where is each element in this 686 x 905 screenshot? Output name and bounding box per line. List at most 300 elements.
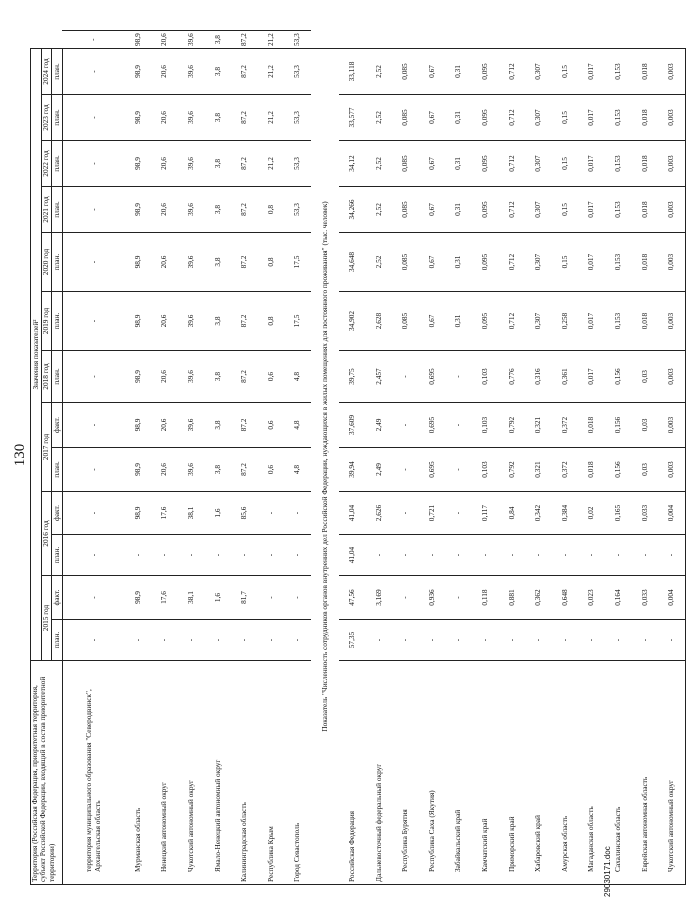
value-cell: 39,6 [178,403,205,448]
value-cell: - [62,448,125,492]
table-row [366,31,393,885]
plan-header: план. [52,233,63,292]
value-cell: 0,085 [392,95,419,141]
year-header: 2022 год [41,141,52,187]
value-cell: 0,84 [499,492,526,535]
value-cell: 0,316 [525,351,552,403]
value-cell: - [631,620,658,661]
territory-header: Территория (Российская Федерация, приоритетная территория, субъект Российской Федерации, входящий в состав приоритетной территории) [31,661,63,885]
value-cell: 39,6 [178,233,205,292]
value-cell: - [499,620,526,661]
value-cell: - [445,403,472,448]
table-row [205,31,232,885]
value-cell: 2,49 [366,448,393,492]
value-cell: 38,1 [178,492,205,535]
value-cell: 98,9 [125,351,152,403]
value-cell: - [62,49,125,95]
value-cell: 39,6 [178,49,205,95]
row-territory-name: Забайкальский край [445,661,472,885]
value-cell: 0,004 [658,492,685,535]
value-cell: 0,164 [605,576,632,620]
value-cell: 0,153 [605,95,632,141]
value-cell: - [62,403,125,448]
value-cell: 0,02 [578,492,605,535]
value-cell: 38,1 [178,576,205,620]
value-cell: 0,017 [578,187,605,233]
fact-header: факт. [52,576,63,620]
value-cell: 0,6 [258,351,285,403]
row-territory-name: Российская Федерация [339,661,366,885]
value-cell: 39,94 [339,448,366,492]
year-header: 2020 год [41,233,52,292]
value-cell: 0,153 [605,141,632,187]
value-cell: 0,003 [658,187,685,233]
value-cell: - [62,233,125,292]
value-cell: 0,003 [658,233,685,292]
value-cell: 87,2 [231,403,258,448]
value-cell: 98,9 [125,141,152,187]
value-cell: 20,6 [151,49,178,95]
value-cell: 0,165 [605,492,632,535]
value-cell: 0,307 [525,233,552,292]
value-cell: 0,017 [578,233,605,292]
row-territory-name: Мурманская область [125,661,152,885]
value-cell: - [392,403,419,448]
row-territory-name: Хабаровский край [525,661,552,885]
value-cell: - [445,492,472,535]
row-territory-name: Сахалинская область [605,661,632,885]
value-cell: 87,2 [231,187,258,233]
table-row [419,31,446,885]
value-cell: 34,266 [339,187,366,233]
value-cell: - [258,576,285,620]
value-cell: 0,307 [525,141,552,187]
value-cell: 0,307 [525,292,552,351]
value-cell: 0,085 [392,187,419,233]
value-cell: 0,003 [658,49,685,95]
value-cell: 3,8 [205,292,232,351]
value-cell: 98,9 [125,31,152,49]
table-row [284,31,311,885]
value-cell: 3,8 [205,448,232,492]
value-cell: 20,6 [151,31,178,49]
plan-header: план. [52,351,63,403]
value-cell: 0,712 [499,187,526,233]
value-cell: 0,003 [658,292,685,351]
value-cell: 1,6 [205,576,232,620]
value-cell: - [392,535,419,576]
value-cell: 0,017 [578,292,605,351]
value-cell: - [552,620,579,661]
value-cell: 0,321 [525,448,552,492]
value-cell: 0,153 [605,49,632,95]
value-cell: - [62,576,125,620]
row-territory-name: Амурская область [552,661,579,885]
row-territory-name: Ненецкий автономный округ [151,661,178,885]
value-cell: 21,2 [258,141,285,187]
value-cell: 0,67 [419,49,446,95]
value-cell: 87,2 [231,448,258,492]
value-cell: 17,6 [151,492,178,535]
value-cell: 0,033 [631,576,658,620]
value-cell: 87,2 [231,95,258,141]
value-cell: 0,15 [552,49,579,95]
value-cell: - [62,31,125,49]
value-cell: 2,626 [366,492,393,535]
value-cell: 53,3 [284,49,311,95]
value-cell: 87,2 [231,351,258,403]
value-cell: 0,721 [419,492,446,535]
value-cell: 98,9 [125,448,152,492]
value-cell: - [445,448,472,492]
row-territory-name: Республика Бурятия [392,661,419,885]
value-cell: 3,8 [205,351,232,403]
value-cell: 98,9 [125,49,152,95]
table-row [605,31,632,885]
table-row [62,31,125,885]
value-cell: 57,35 [339,620,366,661]
value-cell: 53,3 [284,31,311,49]
value-cell: - [231,535,258,576]
value-cell: - [231,620,258,661]
value-cell: - [62,535,125,576]
value-cell: 0,018 [578,403,605,448]
value-cell: 0,67 [419,292,446,351]
value-cell: 39,6 [178,31,205,49]
value-cell: 0,8 [258,292,285,351]
value-cell: 33,577 [339,95,366,141]
value-cell: 34,12 [339,141,366,187]
value-cell: 0,648 [552,576,579,620]
value-cell: 98,9 [125,233,152,292]
value-cell: 98,9 [125,95,152,141]
value-cell: 0,003 [658,351,685,403]
value-cell: - [205,620,232,661]
table-row [525,31,552,885]
value-cell: - [578,620,605,661]
value-cell: 0,003 [658,95,685,141]
value-cell: 87,2 [231,31,258,49]
table-row [552,31,579,885]
values-header: Значения показателей² [31,49,42,661]
value-cell: 3,169 [366,576,393,620]
plan-header: план. [52,620,63,661]
value-cell: 0,712 [499,49,526,95]
value-cell: 0,776 [499,351,526,403]
value-cell: 20,6 [151,448,178,492]
fact-header: факт. [52,403,63,448]
value-cell: 0,307 [525,49,552,95]
value-cell: - [392,576,419,620]
value-cell: 0,153 [605,187,632,233]
value-cell: 41,04 [339,535,366,576]
row-territory-name: Республика Крым [258,661,285,885]
plan-header: план. [52,535,63,576]
value-cell: 0,15 [552,141,579,187]
value-cell: 0,004 [658,576,685,620]
year-header: 2021 год [41,187,52,233]
value-cell: 0,712 [499,292,526,351]
value-cell: 20,6 [151,187,178,233]
value-cell: 0,103 [472,448,499,492]
value-cell: 98,9 [125,292,152,351]
value-cell: - [258,492,285,535]
value-cell: 98,9 [125,576,152,620]
value-cell: 0,792 [499,448,526,492]
value-cell: 2,457 [366,351,393,403]
row-territory-name: Республика Саха (Якутия) [419,661,446,885]
table-row [445,31,472,885]
value-cell: 3,8 [205,187,232,233]
value-cell: 0,67 [419,187,446,233]
value-cell: - [419,535,446,576]
value-cell: 0,156 [605,403,632,448]
value-cell: - [151,535,178,576]
page-number: 130 [12,443,28,467]
value-cell: 0,15 [552,187,579,233]
table-row [178,31,205,885]
value-cell: 0,15 [552,95,579,141]
value-cell: 39,75 [339,351,366,403]
value-cell: - [284,492,311,535]
plan-header: план. [52,49,63,95]
value-cell: 0,31 [445,233,472,292]
value-cell: 0,31 [445,292,472,351]
value-cell: 0,095 [472,187,499,233]
value-cell: 0,095 [472,233,499,292]
table-row [151,31,178,885]
value-cell: 3,8 [205,49,232,95]
row-territory-name: Ямало-Ненецкий автономный округ [205,661,232,885]
value-cell: 34,902 [339,292,366,351]
value-cell: - [499,535,526,576]
value-cell: 0,03 [631,403,658,448]
header-row-1 [31,31,42,885]
value-cell: 2,52 [366,95,393,141]
value-cell: - [445,620,472,661]
value-cell: 0,153 [605,292,632,351]
value-cell: 0,085 [392,292,419,351]
value-cell: - [578,535,605,576]
value-cell: 0,307 [525,95,552,141]
value-cell: - [472,620,499,661]
value-cell: - [445,535,472,576]
value-cell: 17,5 [284,233,311,292]
value-cell: - [178,535,205,576]
value-cell: 0,095 [472,95,499,141]
value-cell: 87,2 [231,141,258,187]
value-cell: 20,6 [151,233,178,292]
value-cell: 0,018 [631,95,658,141]
value-cell: 0,67 [419,233,446,292]
plan-header: план. [52,448,63,492]
value-cell: 87,2 [231,233,258,292]
value-cell: 53,3 [284,141,311,187]
value-cell: 85,6 [231,492,258,535]
value-cell: 0,117 [472,492,499,535]
value-cell: - [178,620,205,661]
value-cell: - [284,620,311,661]
value-cell: 39,6 [178,141,205,187]
value-cell: 20,6 [151,141,178,187]
value-cell: - [552,535,579,576]
value-cell: 0,695 [419,448,446,492]
section-title: Показатель "Численность сотрудников органов внутренних дел Российской Федерации, нуждающихся в жилых помещениях для постоянного проживания" (тыс. человек) [311,49,339,885]
value-cell: 39,6 [178,292,205,351]
value-cell: 0,003 [658,448,685,492]
row-territory-name: Еврейская автономная область [631,661,658,885]
value-cell: 0,018 [578,448,605,492]
value-cell: 0,095 [472,49,499,95]
plan-header: план. [52,95,63,141]
value-cell: 0,095 [472,292,499,351]
value-cell: 2,628 [366,292,393,351]
value-cell: 3,8 [205,31,232,49]
value-cell: 0,085 [392,233,419,292]
value-cell: 0,103 [472,351,499,403]
value-cell: 0,018 [631,49,658,95]
value-cell: 4,8 [284,448,311,492]
value-cell: 0,321 [525,403,552,448]
value-cell: 0,712 [499,233,526,292]
row-territory-name: Чукотский автономный округ [178,661,205,885]
value-cell: - [62,620,125,661]
row-territory-name: Калининградская область [231,661,258,885]
value-cell: - [525,620,552,661]
value-cell: 21,2 [258,49,285,95]
value-cell: 41,04 [339,492,366,535]
value-cell: 2,52 [366,187,393,233]
value-cell: 3,8 [205,233,232,292]
value-cell: 2,52 [366,141,393,187]
value-cell: 0,6 [258,448,285,492]
value-cell: - [392,620,419,661]
value-cell: 47,56 [339,576,366,620]
value-cell: - [258,620,285,661]
value-cell: 17,6 [151,576,178,620]
value-cell: 0,31 [445,95,472,141]
value-cell: 3,8 [205,141,232,187]
value-cell: 0,936 [419,576,446,620]
value-cell: - [258,535,285,576]
value-cell: 0,003 [658,403,685,448]
table-row [125,31,152,885]
value-cell: 0,881 [499,576,526,620]
value-cell: - [366,535,393,576]
year-header: 2018 год [41,351,52,403]
value-cell: 98,9 [125,187,152,233]
value-cell: 0,384 [552,492,579,535]
value-cell: 0,31 [445,49,472,95]
value-cell: 20,6 [151,292,178,351]
value-cell: 20,6 [151,351,178,403]
value-cell: 53,3 [284,95,311,141]
table-row [658,31,685,885]
value-cell: 0,156 [605,448,632,492]
row-territory-name: Камчатский край [472,661,499,885]
table-row [258,31,285,885]
row-territory-name: Магаданская область [578,661,605,885]
value-cell: - [525,535,552,576]
table-row [392,31,419,885]
value-cell: 0,085 [392,49,419,95]
value-cell: 39,6 [178,187,205,233]
value-cell: - [392,448,419,492]
value-cell: 0,03 [631,351,658,403]
value-cell: - [392,351,419,403]
value-cell: - [62,141,125,187]
value-cell: - [125,620,152,661]
year-header: 2017 год [41,403,52,492]
value-cell: - [151,620,178,661]
value-cell: 3,8 [205,95,232,141]
value-cell: 0,372 [552,448,579,492]
value-cell: 0,67 [419,95,446,141]
table-row [499,31,526,885]
value-cell: - [658,535,685,576]
plan-header: план. [52,187,63,233]
value-cell: 0,31 [445,187,472,233]
value-cell: 2,52 [366,233,393,292]
value-cell: 87,2 [231,49,258,95]
table-row [578,31,605,885]
value-cell: 0,017 [578,95,605,141]
value-cell: 0,15 [552,233,579,292]
value-cell: 0,6 [258,403,285,448]
table-row [339,31,366,885]
value-cell: 39,6 [178,351,205,403]
year-header: 2016 год [41,492,52,576]
year-header: 2019 год [41,292,52,351]
value-cell: 0,695 [419,403,446,448]
year-header: 2023 год [41,95,52,141]
value-cell: 0,372 [552,403,579,448]
value-cell: 0,362 [525,576,552,620]
value-cell: 0,712 [499,141,526,187]
value-cell: - [62,95,125,141]
value-cell: 0,118 [472,576,499,620]
value-cell: 0,67 [419,141,446,187]
value-cell: 21,2 [258,31,285,49]
row-territory-name: Чукотский автономный округ [658,661,685,885]
value-cell: - [62,351,125,403]
value-cell: 0,03 [631,448,658,492]
row-territory-name: Дальневосточный федеральный округ [366,661,393,885]
value-cell: 39,6 [178,448,205,492]
value-cell: 0,8 [258,187,285,233]
value-cell: 2,49 [366,403,393,448]
value-cell: - [472,535,499,576]
value-cell: 37,609 [339,403,366,448]
value-cell: 0,018 [631,233,658,292]
plan-header: план. [52,141,63,187]
table-row [472,31,499,885]
value-cell: 20,6 [151,95,178,141]
value-cell: - [366,620,393,661]
value-cell: 0,712 [499,95,526,141]
value-cell: 98,9 [125,403,152,448]
value-cell: 3,8 [205,403,232,448]
value-cell: 17,5 [284,292,311,351]
value-cell: 53,3 [284,187,311,233]
value-cell: - [284,576,311,620]
table-row [231,31,258,885]
value-cell: - [419,620,446,661]
value-cell: 0,085 [392,141,419,187]
row-territory-name: Город Севастополь [284,661,311,885]
value-cell: 4,8 [284,351,311,403]
doc-footer: 29030171.doc [603,846,612,897]
